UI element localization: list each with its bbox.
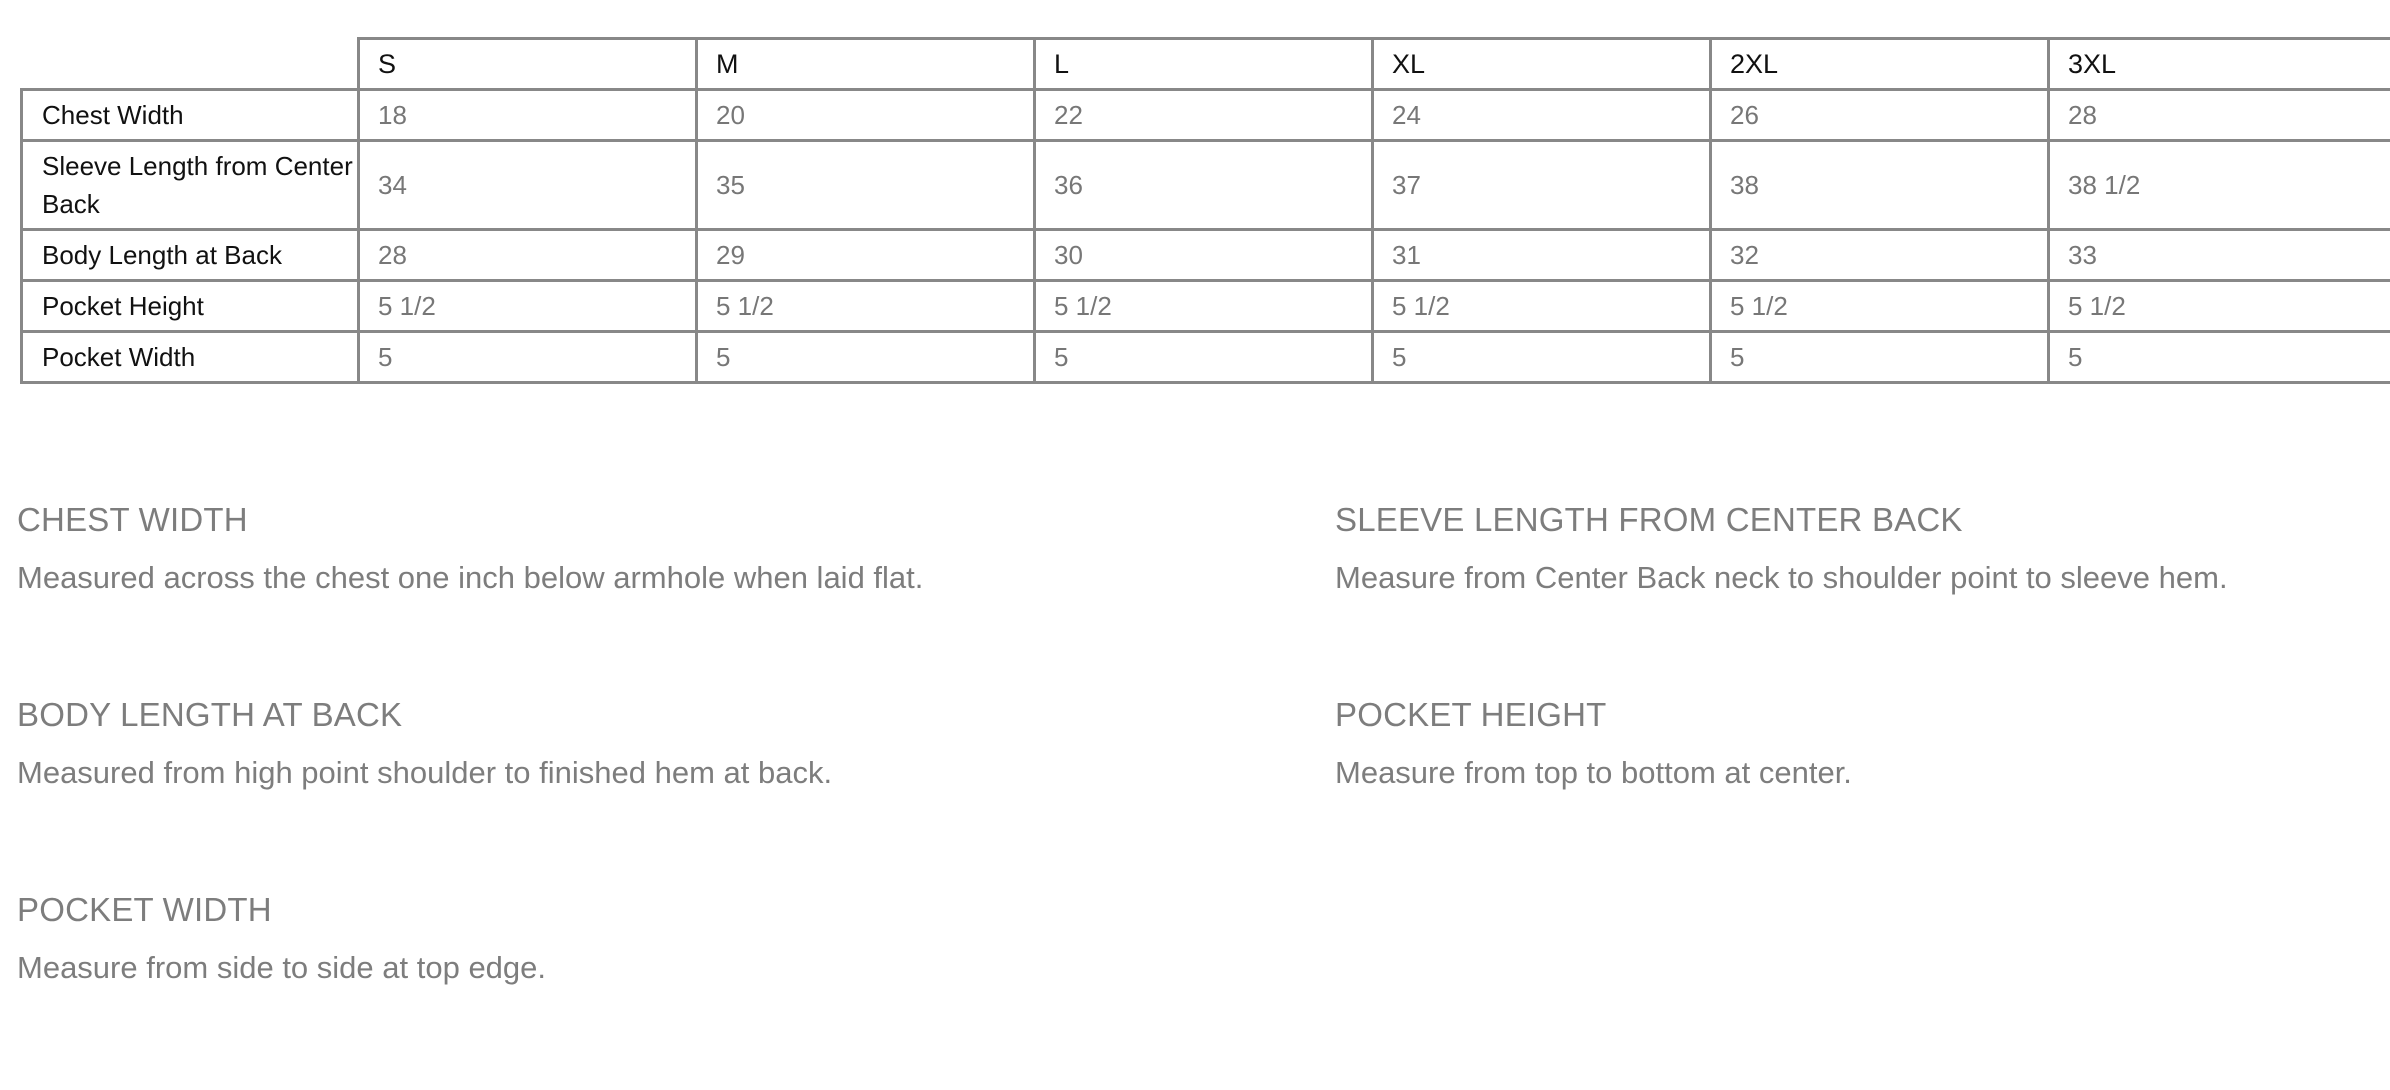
definition-pocket-width bbox=[17, 890, 1217, 988]
table-cell: 5 bbox=[697, 332, 1035, 383]
table-cell: 30 bbox=[1035, 230, 1373, 281]
table-cell: 5 1/2 bbox=[1035, 281, 1373, 332]
size-header-s: S bbox=[359, 39, 697, 90]
definition-title: POCKET WIDTH bbox=[17, 891, 272, 928]
definition-title: SLEEVE LENGTH FROM CENTER BACK bbox=[1335, 501, 1963, 538]
table-cell: 5 1/2 bbox=[697, 281, 1035, 332]
table-row bbox=[22, 141, 2390, 230]
table-row bbox=[22, 332, 2390, 383]
row-label-sleeve-length: Sleeve Length from Center Back bbox=[22, 141, 359, 230]
table-row bbox=[22, 90, 2390, 141]
definition-text: Measure from top to bottom at center. bbox=[1335, 755, 1852, 790]
definition-chest-width bbox=[17, 500, 1217, 598]
definition-sleeve-length bbox=[1335, 500, 2390, 598]
table-row bbox=[22, 281, 2390, 332]
size-header-2xl: 2XL bbox=[1711, 39, 2049, 90]
table-cell: 37 bbox=[1373, 141, 1711, 230]
table-row bbox=[22, 230, 2390, 281]
definition-text: Measure from side to side at top edge. bbox=[17, 950, 547, 985]
row-label-chest-width: Chest Width bbox=[22, 90, 359, 141]
size-header-m: M bbox=[697, 39, 1035, 90]
row-label-body-length: Body Length at Back bbox=[22, 230, 359, 281]
definition-title: CHEST WIDTH bbox=[17, 501, 248, 538]
row-label-pocket-width: Pocket Width bbox=[22, 332, 359, 383]
table-cell: 35 bbox=[697, 141, 1035, 230]
size-chart-table bbox=[20, 37, 2390, 384]
table-cell: 20 bbox=[697, 90, 1035, 141]
table-cell: 31 bbox=[1373, 230, 1711, 281]
table-cell: 33 bbox=[2049, 230, 2390, 281]
table-cell: 38 bbox=[1711, 141, 2049, 230]
definition-title: POCKET HEIGHT bbox=[1335, 696, 1607, 733]
table-cell: 38 1/2 bbox=[2049, 141, 2390, 230]
table-cell: 24 bbox=[1373, 90, 1711, 141]
table-cell: 5 bbox=[1711, 332, 2049, 383]
definition-body-length bbox=[17, 695, 1217, 793]
definition-title: BODY LENGTH AT BACK bbox=[17, 696, 403, 733]
table-cell: 22 bbox=[1035, 90, 1373, 141]
size-header-3xl: 3XL bbox=[2049, 39, 2390, 90]
table-cell: 5 1/2 bbox=[1373, 281, 1711, 332]
table-cell: 5 1/2 bbox=[359, 281, 697, 332]
row-label-pocket-height: Pocket Height bbox=[22, 281, 359, 332]
definition-text: Measure from Center Back neck to shoulder point to sleeve hem. bbox=[1335, 560, 2228, 595]
definition-pocket-height bbox=[1335, 695, 2390, 793]
definition-text: Measured across the chest one inch below armhole when laid flat. bbox=[17, 560, 924, 595]
table-cell: 36 bbox=[1035, 141, 1373, 230]
size-header-row bbox=[22, 39, 2390, 90]
size-header-xl: XL bbox=[1373, 39, 1711, 90]
corner-cell bbox=[22, 39, 359, 90]
table-cell: 5 1/2 bbox=[2049, 281, 2390, 332]
definition-text: Measured from high point shoulder to finished hem at back. bbox=[17, 755, 833, 790]
table-cell: 32 bbox=[1711, 230, 2049, 281]
table-cell: 34 bbox=[359, 141, 697, 230]
table-cell: 5 bbox=[1373, 332, 1711, 383]
table-cell: 26 bbox=[1711, 90, 2049, 141]
table-cell: 5 bbox=[2049, 332, 2390, 383]
table-cell: 29 bbox=[697, 230, 1035, 281]
table-cell: 5 bbox=[1035, 332, 1373, 383]
table-cell: 5 bbox=[359, 332, 697, 383]
size-header-l: L bbox=[1035, 39, 1373, 90]
table-cell: 28 bbox=[359, 230, 697, 281]
table-cell: 5 1/2 bbox=[1711, 281, 2049, 332]
table-cell: 18 bbox=[359, 90, 697, 141]
table-cell: 28 bbox=[2049, 90, 2390, 141]
